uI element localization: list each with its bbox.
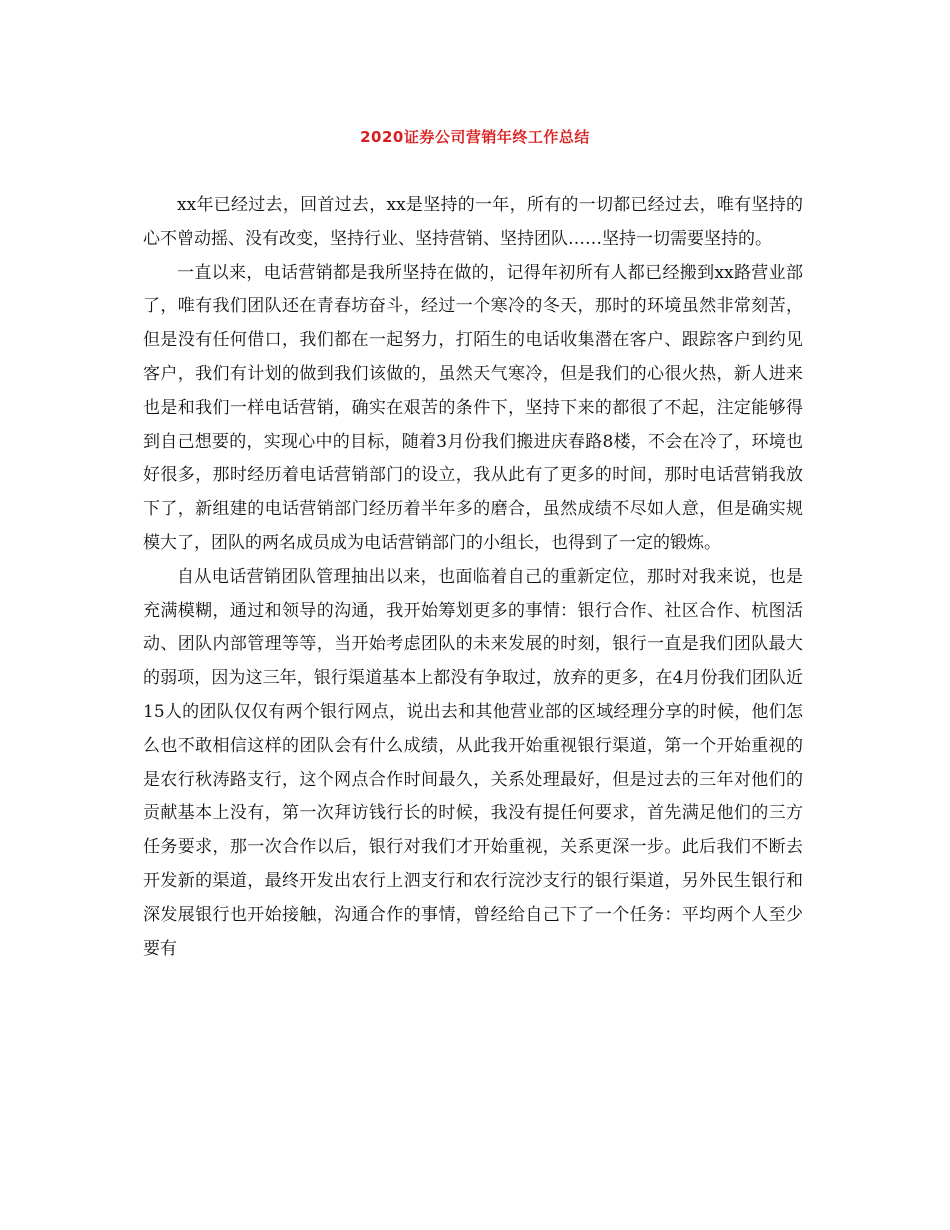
document-title: 2020证券公司营销年终工作总结: [360, 128, 590, 146]
paragraph-1: xx年已经过去，回首过去，xx是坚持的一年，所有的一切都已经过去，唯有坚持的心不曾动摇、没有改变，坚持行业、坚持营销、坚持团队……坚持一切需要坚持的。: [143, 195, 803, 249]
paragraph-3: 自从电话营销团队管理抽出以来，也面临着自己的重新定位，那时对我来说，也是充满模糊，通过和领导的沟通，我开始筹划更多的事情：银行合作、社区合作、杭图活动、团队内部管理等等，当开始考虑团队的未来发展的时刻，银行一直是我们团队最大的弱项，因为这三年，银行渠道基本上都没有争取过，放弃的更多，在4月份我们团队近15人的团队仅仅有两个银行网点，说出去和其他营业部的区域经理分享的时候，他们怎么也不敢相信这样的团队会有什么成绩，从此我开始重视银行渠道，第一个开始重视的是农行秋涛路支行，这个网点合作时间最久，关系处理最好，但是过去的三年对他们的贡献基本上没有，第一次拜访钱行长的时候，我没有提任何要求，首先满足他们的三方任务要求，那一次合作以后，银行对我们才开始重视，关系更深一步。此后我们不断去开发新的渠道，最终开发出农行上泗支行和农行浣沙支行的银行渠道，另外民生银行和深发展银行也开始接触，沟通合作的事情，曾经给自己下了一个任务：平均两个人至少要有: [143, 566, 803, 959]
document-body: [143, 189, 803, 966]
paragraph-2: 一直以来，电话营销都是我所坚持在做的，记得年初所有人都已经搬到xx路营业部了，唯有我们团队还在青春坊奋斗，经过一个寒冷的冬天，那时的环境虽然非常刻苦，但是没有任何借口，我们都在一起努力，打陌生的电话收集潜在客户、跟踪客户到约见客户，我们有计划的做到我们该做的，虽然天气寒冷，但是我们的心很火热，新人进来也是和我们一样电话营销，确实在艰苦的条件下，坚持下来的都很了不起，注定能够得到自己想要的，实现心中的目标，随着3月份我们搬进庆春路8楼，不会在冷了，环境也好很多，那时经历着电话营销部门的设立，我从此有了更多的时间，那时电话营销我放下了，新组建的电话营销部门经历着半年多的磨合，虽然成绩不尽如人意，但是确实规模大了，团队的两名成员成为电话营销部门的小组长，也得到了一定的锻炼。: [143, 262, 803, 553]
